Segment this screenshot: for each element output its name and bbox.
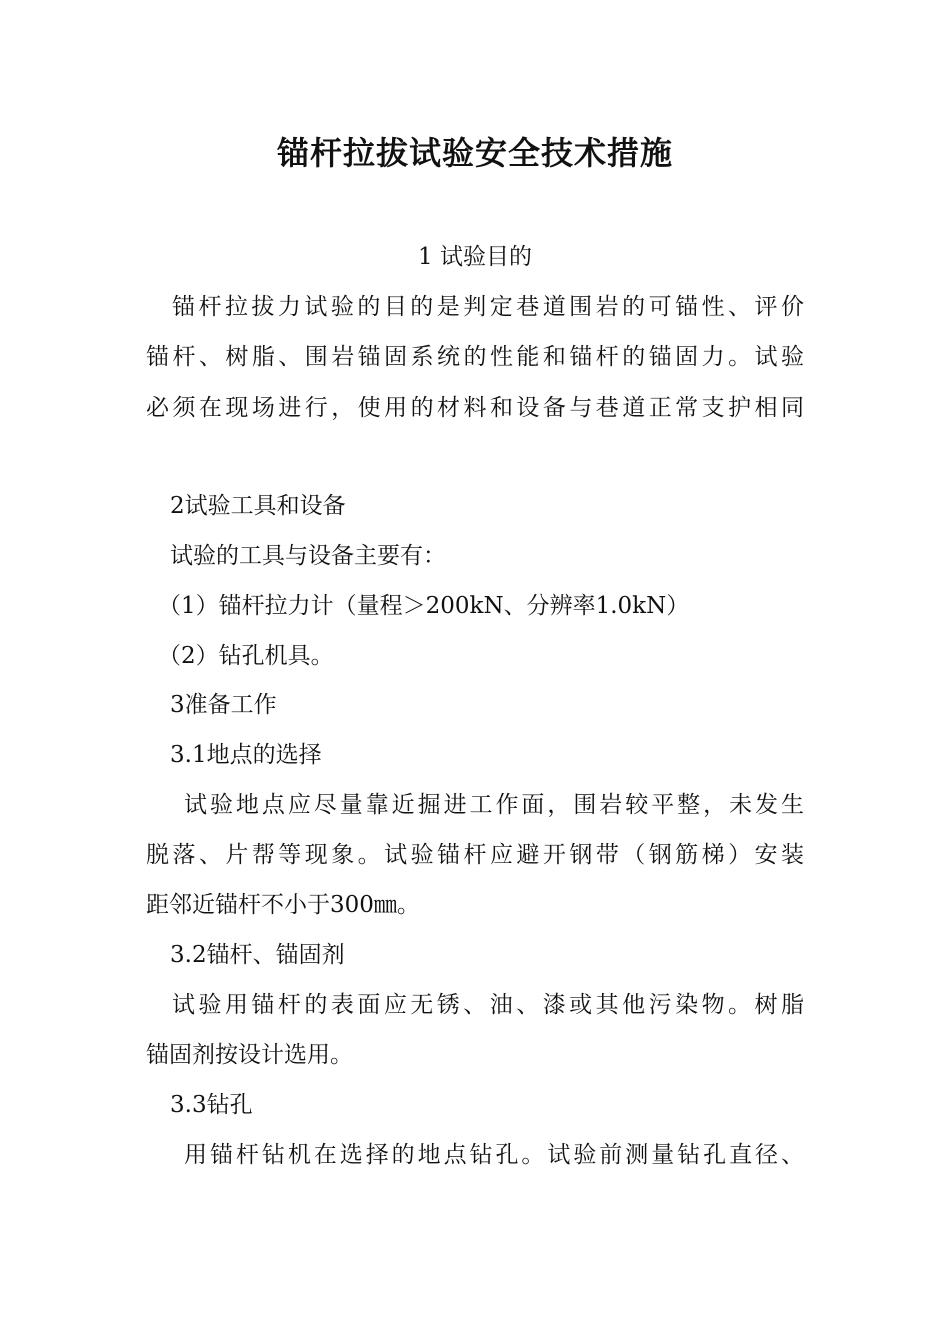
section-3-1-paragraph-line: 距邻近锚杆不小于300㎜。: [146, 892, 420, 918]
equipment-item-1: （1）锚杆拉力计（量程＞200kN、分辨率1.0kN）: [158, 593, 690, 619]
section-1-heading: 1 试验目的: [418, 244, 532, 270]
section-2-heading: 2试验工具和设备: [170, 493, 346, 519]
section-1-paragraph-line: 锚杆、树脂、围岩锚固系统的性能和锚杆的锚固力。试验: [146, 344, 804, 370]
equipment-item-2: （2）钻孔机具。: [158, 643, 334, 669]
section-3-2-paragraph-line: 锚固剂按设计选用。: [146, 1042, 353, 1068]
section-3-1-paragraph-line: 脱落、片帮等现象。试验锚杆应避开钢带（钢筋梯）安装: [146, 842, 804, 868]
section-1-paragraph-line: 锚杆拉拔力试验的目的是判定巷道围岩的可锚性、评价: [172, 294, 804, 320]
section-3-1-heading: 3.1地点的选择: [170, 742, 322, 768]
section-3-1-paragraph-line: 试验地点应尽量靠近掘进工作面，围岩较平整，未发生: [184, 792, 804, 818]
section-3-2-paragraph-line: 试验用锚杆的表面应无锈、油、漆或其他污染物。树脂: [172, 992, 804, 1018]
section-3-heading: 3准备工作: [170, 692, 277, 718]
section-3-3-paragraph-line: 用锚杆钻机在选择的地点钻孔。试验前测量钻孔直径、: [184, 1142, 804, 1168]
section-2-intro: 试验的工具与设备主要有：: [170, 543, 446, 569]
section-1-paragraph-line: 必须在现场进行，使用的材料和设备与巷道正常支护相同: [146, 395, 804, 421]
section-3-3-heading: 3.3钻孔: [170, 1092, 253, 1118]
section-3-2-heading: 3.2锚杆、锚固剂: [170, 942, 345, 968]
document-title: 锚杆拉拔试验安全技术措施: [276, 134, 673, 172]
